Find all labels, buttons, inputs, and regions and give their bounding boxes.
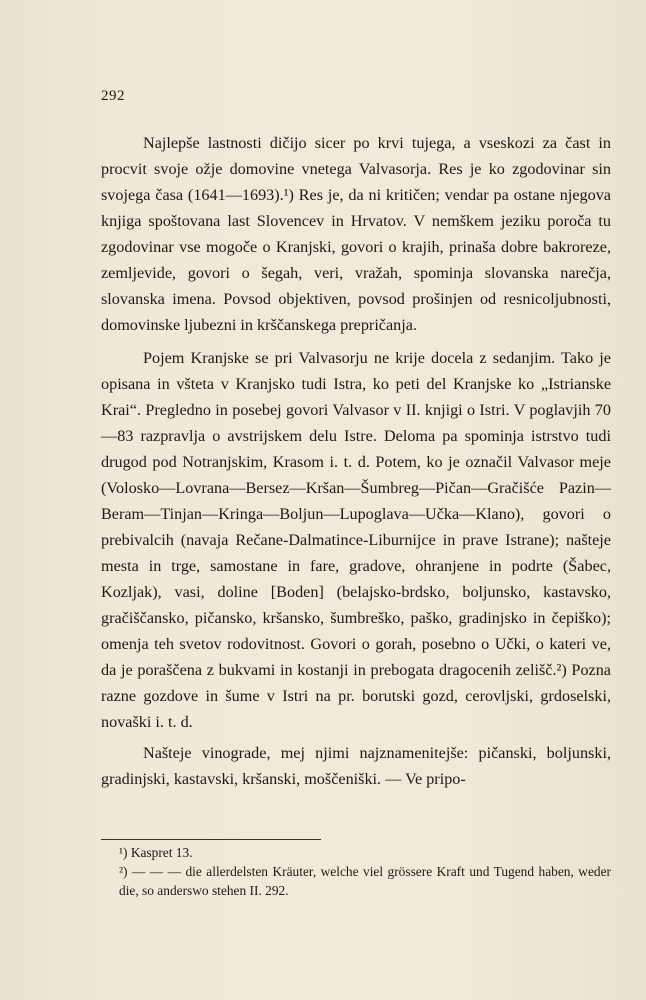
- footnote-divider: [101, 839, 321, 840]
- footnote-2: ²) — — — die allerdelsten Kräuter, welche viel grössere Kraft und Tugend haben, weder die, so anderswo stehen II. 292.: [119, 864, 611, 898]
- footnotes: [101, 843, 611, 900]
- page-number: 292: [101, 88, 125, 104]
- paragraph-1: Najlepše lastnosti dičijo sicer po krvi tujega, a vseskozi za čast in procvit svoje ožje domovine vnetega Valvasorja. Res je ko zgodovinar sin svojega časa (1641—1693).¹) Res je, da ni kritičen; vendar pa ostane njegova knjiga spoštovana last Slovencev in Hrvatov. V nemškem jeziku poroča tu zgodovinar vse mogoče o Kranjski, govori o krajih, prinaša dobre bakroreze, zemljevide, govori o šegah, veri, vražah, spominja slovanska narečja, slovanska imena. Povsod objektiven, povsod prošinjen od resnicoljubnosti, domovinske ljubezni in krščanskega prepričanja.: [101, 134, 611, 334]
- main-text: [101, 130, 611, 792]
- paragraph-2: Pojem Kranjske se pri Valvasorju ne krije docela z sedanjim. Tako je opisana in všteta v Kranjsko tudi Istra, ko peti del Kranjske ko „Istrianske Krai“. Pregledno in posebej govori Valvasor v II. knjigi o Istri. V poglavjih 70—83 razpravlja o avstrijskem delu Istre. Deloma pa spominja istrstvo tudi drugod pod Notranjskim, Krasom i. t. d. Potem, ko je označil Valvasor meje (Volosko—Lovrana—Bersez—Kršan—Šumbreg—Pičan—Gračišće Pazin—Beram—Tinjan—Kringa—Boljun—Lupoglava—Učka—Klano), govori o prebivalcih (navaja Rečane-Dalmatince-Liburnijce in prave Istrane); našteje mesta in trge, samostane in fare, gradove, ohranjene in podrte (Šabec, Kozljak), vasi, doline [Boden] (belajsko-brdsko, boljunsko, kastavsko, gračiščansko, pičansko, kršansko, šumbreško, paško, gradinjsko in čepiško); omenja teh svetov rodovitnost. Govori o gorah, posebno o Učki, o kateri ve, da je poraščena z bukvami in kostanji in prebogata dragocenih zelišč.²) Pozna razne gozdove in šume v Istri na pr. borutski gozd, cerovljski, grdoselski, novaški i. t. d.: [101, 349, 611, 731]
- paragraph-3: Našteje vinograde, mej njimi najznamenitejše: pičanski, boljunski, gradinjski, kastavski, kršanski, moščeniški. — Ve pripo-: [101, 744, 611, 788]
- footnote-1: ¹) Kaspret 13.: [119, 845, 193, 860]
